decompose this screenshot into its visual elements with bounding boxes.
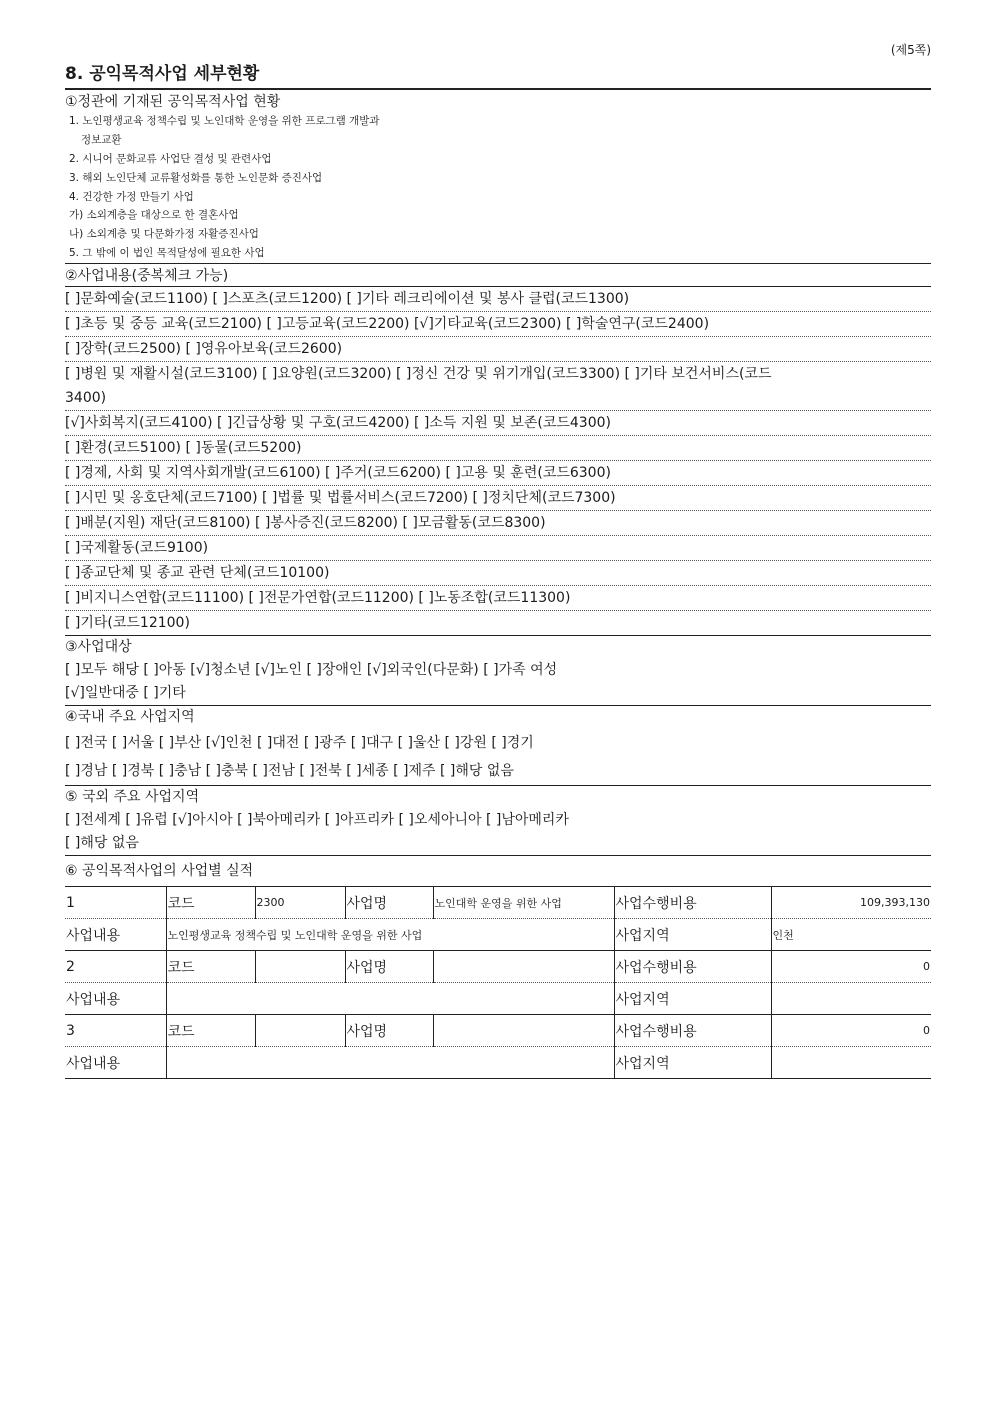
section2-heading: ②사업내용(중복체크 가능) [65, 268, 229, 285]
name-value: 노인대학 운영을 위한 사업 [433, 887, 614, 919]
region-label: 사업지역 [614, 919, 771, 951]
content-value [166, 1047, 614, 1079]
code-value: 2300 [255, 887, 345, 919]
checkbox-line: [ ]경남 [ ]경북 [ ]충남 [ ]충북 [ ]전남 [ ]전북 [ ]세종 [ ]제주 [ ]해당 없음 [65, 763, 514, 780]
row-number: 3 [66, 1022, 75, 1039]
section4-heading: ④국내 주요 사업지역 [65, 709, 195, 726]
code-value [255, 1015, 345, 1047]
region-value [771, 983, 931, 1015]
row-number: 2 [66, 958, 75, 975]
name-label: 사업명 [345, 951, 433, 983]
list-item: 5. 그 밖에 이 법인 목적달성에 필요한 사업 [69, 247, 265, 260]
cost-label: 사업수행비용 [614, 951, 771, 983]
content-value: 노인평생교육 정책수립 및 노인대학 운영을 위한 사업 [166, 919, 614, 951]
table-row [65, 919, 931, 951]
list-item: 정보교환 [81, 133, 122, 146]
table-row [65, 887, 931, 919]
cost-value: 0 [771, 951, 931, 983]
checkbox-line: [ ]전국 [ ]서울 [ ]부산 [√]인천 [ ]대전 [ ]광주 [ ]대구 [ ]울산 [ ]강원 [ ]경기 [65, 735, 534, 752]
section1-heading: ①정관에 기재된 공익목적사업 현황 [65, 94, 281, 110]
page-number: (제5쪽) [890, 43, 931, 57]
checkbox-line: [ ]문화예술(코드1100) [ ]스포츠(코드1200) [ ]기타 레크리에이션 및 봉사 클럽(코드1300) [65, 291, 630, 308]
list-item: 1. 노인평생교육 정책수립 및 노인대학 운영을 위한 프로그램 개발과 [69, 115, 380, 127]
region-value: 인천 [771, 919, 931, 951]
checkbox-line: [ ]비지니스연합(코드11100) [ ]전문가연합(코드11200) [ ]노동조합(코드11300) [65, 590, 571, 607]
region-value [771, 1047, 931, 1079]
section3-heading: ③사업대상 [65, 639, 132, 656]
name-label: 사업명 [345, 887, 433, 919]
checkbox-line: [√]일반대중 [ ]기타 [65, 685, 186, 702]
table-row [65, 1047, 931, 1079]
checkbox-line: [ ]시민 및 옹호단체(코드7100) [ ]법률 및 법률서비스(코드7200) [ ]정치단체(코드7300) [65, 490, 616, 507]
region-label: 사업지역 [614, 1047, 771, 1079]
checkbox-line: [ ]해당 없음 [65, 835, 139, 852]
list-item: 2. 시니어 문화교류 사업단 결성 및 관련사업 [69, 152, 272, 165]
table-row [65, 951, 931, 983]
checkbox-line: [ ]병원 및 재활시설(코드3100) [ ]요양원(코드3200) [ ]정신 건강 및 위기개입(코드3300) [ ]기타 보건서비스(코드 [65, 366, 772, 383]
checkbox-line: [ ]환경(코드5100) [ ]동물(코드5200) [65, 440, 302, 457]
table-row [65, 983, 931, 1015]
section-title: 8. 공익목적사업 세부현황 [65, 60, 931, 90]
checkbox-line: [ ]배분(지원) 재단(코드8100) [ ]봉사증진(코드8200) [ ]모금활동(코드8300) [65, 515, 546, 532]
list-item: 가) 소외계층을 대상으로 한 결혼사업 [69, 209, 239, 222]
list-item: 나) 소외계층 및 다문화가정 자활증진사업 [69, 228, 259, 241]
list-item: 4. 건강한 가정 만들기 사업 [69, 190, 194, 203]
table-row [65, 1015, 931, 1047]
checkbox-line: [ ]전세계 [ ]유럽 [√]아시아 [ ]북아메리카 [ ]아프리카 [ ]오세아니아 [ ]남아메리카 [65, 812, 569, 829]
list-item: 3. 해외 노인단체 교류활성화를 통한 노인문화 증진사업 [69, 171, 323, 184]
checkbox-line: [ ]기타(코드12100) [65, 615, 190, 632]
cost-value: 109,393,130 [771, 887, 931, 919]
cost-value: 0 [771, 1015, 931, 1047]
checkbox-line: [ ]초등 및 중등 교육(코드2100) [ ]고등교육(코드2200) [√]기타교육(코드2300) [ ]학술연구(코드2400) [65, 316, 710, 333]
checkbox-line: [ ]국제활동(코드9100) [65, 540, 209, 557]
cost-label: 사업수행비용 [614, 887, 771, 919]
content-label: 사업내용 [66, 927, 121, 944]
content-label: 사업내용 [66, 991, 121, 1008]
results-table [65, 886, 931, 1079]
name-value [433, 951, 614, 983]
section1-list [65, 112, 931, 263]
document-page [65, 40, 931, 1079]
content-label: 사업내용 [66, 1055, 121, 1072]
checkbox-line-wrapped [65, 362, 931, 410]
name-value [433, 1015, 614, 1047]
code-value [255, 951, 345, 983]
checkbox-line: [√]사회복지(코드4100) [ ]긴급상황 및 구호(코드4200) [ ]소득 지원 및 보존(코드4300) [65, 415, 611, 432]
section5-heading: ⑤ 국외 주요 사업지역 [65, 789, 200, 806]
section6-heading: ⑥ 공익목적사업의 사업별 실적 [65, 863, 254, 880]
name-label: 사업명 [345, 1015, 433, 1047]
region-label: 사업지역 [614, 983, 771, 1015]
wrap-continuation: 3400) [65, 390, 107, 407]
checkbox-line: [ ]장학(코드2500) [ ]영유아보육(코드2600) [65, 341, 343, 358]
checkbox-line: [ ]경제, 사회 및 지역사회개발(코드6100) [ ]주거(코드6200) [ ]고용 및 훈련(코드6300) [65, 465, 611, 482]
code-label: 코드 [166, 887, 255, 919]
cost-label: 사업수행비용 [614, 1015, 771, 1047]
checkbox-line: [ ]종교단체 및 종교 관련 단체(코드10100) [65, 565, 330, 582]
code-label: 코드 [166, 1015, 255, 1047]
row-number: 1 [66, 894, 75, 911]
checkbox-line: [ ]모두 해당 [ ]아동 [√]청소년 [√]노인 [ ]장애인 [√]외국인(다문화) [ ]가족 여성 [65, 662, 558, 679]
code-label: 코드 [166, 951, 255, 983]
content-value [166, 983, 614, 1015]
